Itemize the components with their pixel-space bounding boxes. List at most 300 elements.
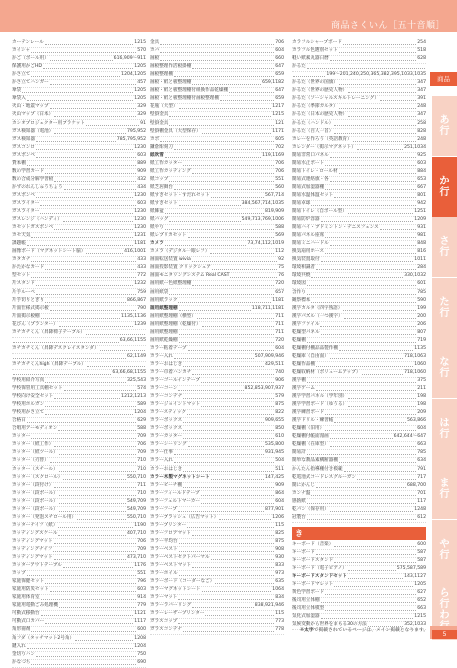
entry-name: ガラスコップ	[150, 619, 178, 625]
entry-pages: 709	[137, 434, 146, 440]
entry-pages: 1209	[414, 217, 426, 223]
index-entry	[12, 426, 146, 434]
entry-pages: 588	[137, 426, 146, 432]
leader-dots	[31, 438, 136, 439]
leader-dots	[41, 318, 121, 319]
entry-pages: 884	[417, 168, 426, 174]
entry-name: カラーベストマット	[150, 563, 192, 569]
entry-name: カッティングマット	[12, 538, 53, 544]
leader-dots	[348, 92, 416, 93]
entry-name: 乾燥型パネル	[292, 329, 320, 335]
leader-dots	[311, 495, 416, 496]
leader-dots	[165, 157, 261, 158]
entry-name: カラーゴールインテープ	[150, 378, 200, 384]
index-entry	[292, 56, 426, 64]
entry-name: カラーフェルトマーカー	[150, 498, 200, 504]
leader-dots	[59, 607, 136, 608]
entry-pages: 347	[417, 80, 426, 86]
leader-dots	[230, 277, 277, 278]
leader-dots	[192, 374, 274, 375]
leader-dots	[202, 326, 275, 327]
entry-name: カラーマット	[150, 595, 178, 601]
entry-name: 紙飾盆	[150, 209, 164, 215]
entry-name: 数の学習カード	[12, 168, 45, 174]
leader-dots	[174, 149, 274, 150]
entry-pages: 914	[137, 595, 146, 601]
leader-dots	[45, 173, 136, 174]
entry-name: カラーレーザープリンター	[150, 611, 205, 617]
entry-pages: 706	[275, 40, 284, 46]
entry-name: かずのれんしゅうちょう	[12, 184, 63, 190]
leader-dots	[36, 157, 136, 158]
entry-pages: 710	[137, 458, 146, 464]
entry-pages: 1232	[134, 281, 146, 287]
entry-name: カタカナ	[12, 257, 31, 263]
kana-tab-char: ま	[439, 478, 450, 489]
leader-dots	[36, 149, 133, 150]
index-entry	[12, 563, 146, 571]
entry-name: カラーボックス	[150, 418, 183, 424]
leader-dots	[311, 277, 403, 278]
entry-name: 合唱用アーモディオン	[12, 426, 58, 432]
footnote	[300, 626, 428, 633]
leader-dots	[31, 76, 120, 77]
entry-name: 簡易卓球	[292, 200, 311, 206]
entry-name: カラー粘着テープ	[150, 345, 187, 351]
leader-dots	[219, 519, 271, 520]
leader-dots	[330, 358, 403, 359]
entry-pages: 1230	[134, 144, 146, 150]
index-entry	[12, 346, 146, 354]
leader-dots	[362, 374, 404, 375]
entry-name: 学校向け安全セット	[12, 394, 54, 400]
leader-dots	[174, 76, 274, 77]
entry-pages: 833	[275, 563, 284, 569]
entry-name: ガラスコンテナ	[150, 627, 183, 633]
entry-name: かさ立て	[12, 72, 31, 78]
entry-name: カラーボード（コーダーなご）	[150, 579, 215, 585]
leader-dots	[54, 543, 137, 544]
leader-dots	[307, 382, 416, 383]
entry-pages: 1060	[414, 361, 426, 367]
kana-tab[interactable]	[432, 278, 457, 338]
entry-name: 簡にかんじ	[292, 482, 315, 488]
index-column-2	[150, 40, 284, 635]
leader-dots	[64, 189, 137, 190]
entry-name: 画像ボード（マグネットシート脇）	[12, 249, 86, 255]
entry-pages: 790	[137, 305, 146, 311]
entry-name: カラー巾着ハンカチ	[150, 369, 192, 375]
entry-pages: 1248	[414, 506, 426, 512]
entry-pages: 589	[137, 402, 146, 408]
leader-dots	[192, 535, 274, 536]
leader-dots	[334, 133, 416, 134]
leader-dots	[54, 398, 120, 399]
leader-dots	[63, 567, 133, 568]
leader-dots	[330, 245, 416, 246]
entry-name: カッター（発泡スチロール用）	[12, 514, 77, 520]
entry-name: カチカチくんhigh（昇降テーブル）	[12, 361, 86, 367]
entry-pages: 627	[417, 590, 426, 596]
leader-dots	[178, 302, 271, 303]
leader-dots	[307, 294, 416, 295]
index-entry	[12, 225, 146, 233]
leader-dots	[201, 382, 274, 383]
entry-name: 気候変動から世界をまもる30の方法	[292, 622, 367, 628]
entry-pages: 973	[275, 571, 284, 577]
entry-pages: 199	[417, 305, 426, 311]
entry-name: かご（ボール用）	[12, 56, 49, 62]
page-title: 商品さくいん［五十音順］	[330, 21, 445, 31]
entry-pages: 473,710	[127, 555, 146, 561]
leader-dots	[87, 366, 145, 367]
entry-pages: 634	[417, 458, 426, 464]
entry-name: 画用紙整理棚（乾燥付）	[150, 321, 201, 327]
entry-pages: 925	[417, 152, 426, 158]
entry-pages: 206	[417, 321, 426, 327]
kana-tab[interactable]	[432, 399, 457, 459]
leader-dots	[321, 221, 414, 222]
entry-pages: 657	[275, 289, 284, 295]
leader-dots	[183, 398, 274, 399]
entry-pages: 711	[137, 482, 146, 488]
kana-tab[interactable]	[432, 157, 457, 217]
leader-dots	[192, 607, 254, 608]
leader-dots	[174, 462, 274, 463]
entry-name: 可動式移動台	[12, 611, 40, 617]
entry-pages: 325,543	[127, 378, 146, 384]
entry-name: 簡易ミニハードル	[292, 241, 329, 247]
leader-dots	[316, 366, 413, 367]
leader-dots	[192, 68, 274, 69]
leader-dots	[339, 350, 413, 351]
entry-pages: 706	[275, 168, 284, 174]
leader-dots	[54, 133, 126, 134]
entry-pages: 663	[417, 442, 426, 448]
entry-name: 環境共焼	[292, 273, 311, 279]
entry-pages: 610	[275, 434, 284, 440]
leader-dots	[86, 125, 139, 126]
entry-pages: 63,66,1155	[119, 337, 146, 343]
entry-name: カラービーチ棚	[150, 482, 182, 488]
entry-pages: 816	[417, 249, 426, 255]
leader-dots	[36, 294, 136, 295]
entry-pages: 711	[275, 313, 284, 319]
leader-dots	[321, 602, 417, 603]
index-column-3	[292, 40, 426, 630]
entry-pages: 329	[137, 104, 146, 110]
leader-dots	[169, 181, 274, 182]
entry-pages: 588	[275, 225, 284, 231]
kana-tab-char: ら	[439, 588, 450, 599]
kana-tab[interactable]	[432, 459, 457, 519]
leader-dots	[192, 261, 277, 262]
entry-name: 金切りハン	[12, 651, 35, 657]
entry-name: 壁掛金具	[150, 120, 169, 126]
entry-name: カッターナイフ（紙）	[12, 522, 58, 528]
entry-name: キーボード	[292, 549, 315, 555]
entry-pages: 791	[417, 466, 426, 472]
entry-pages: 200	[417, 313, 426, 319]
entry-pages: 1171	[272, 128, 284, 134]
leader-dots	[330, 438, 393, 439]
leader-dots	[316, 269, 416, 270]
index-entry	[292, 483, 426, 491]
leader-dots	[339, 108, 416, 109]
entry-pages: 909,655	[265, 418, 284, 424]
entry-name: 乾燥棚付帳面漫画	[292, 434, 329, 440]
leader-dots	[212, 269, 277, 270]
entry-name: 画板整理棚	[150, 72, 173, 78]
entry-pages: 143,1127	[404, 574, 426, 580]
entry-name: カッター（段ボール）	[12, 498, 58, 504]
entry-name: 紙すきセット・すだれセット	[150, 192, 210, 198]
entry-pages: 709	[137, 450, 146, 456]
entry-name: 簡易水止ポート	[292, 160, 325, 166]
leader-dots	[174, 454, 264, 455]
kana-tab-char: 行	[439, 489, 450, 500]
leader-dots	[307, 342, 416, 343]
entry-name: カッター（段ボール）	[12, 506, 58, 512]
index-entry	[12, 635, 146, 643]
entry-name: 可動式口カバー	[12, 619, 45, 625]
entry-name: 簡易式加湿器棚	[292, 184, 325, 190]
leader-dots	[188, 237, 275, 238]
entry-pages: 1230	[134, 225, 146, 231]
entry-pages: 603	[137, 200, 146, 206]
entry-name: ガスコンロ	[12, 144, 35, 150]
leader-dots	[31, 52, 136, 53]
entry-pages: 701	[417, 490, 426, 496]
entry-name: 換気装置取付	[292, 257, 320, 263]
leader-dots	[31, 631, 136, 632]
kana-tab-char: は	[439, 417, 450, 429]
entry-pages: 603	[137, 152, 146, 158]
entry-name: 型セット	[12, 273, 31, 279]
entry-name: 紙工作カッティング	[150, 168, 191, 174]
page-header	[0, 0, 457, 32]
entry-name: ガスライター	[12, 209, 40, 215]
leader-dots	[325, 610, 416, 611]
leader-dots	[348, 578, 403, 579]
kana-tab-char: あ	[439, 115, 450, 126]
entry-pages: 710	[137, 490, 146, 496]
entry-name: かるた	[292, 64, 306, 70]
entry-pages: 866,867	[127, 297, 146, 303]
leader-dots	[334, 546, 416, 547]
entry-pages: 1135	[414, 345, 426, 351]
leader-dots	[353, 141, 416, 142]
entry-pages: 850	[275, 426, 284, 432]
entry-pages: 834	[275, 595, 284, 601]
entry-pages: 92	[278, 257, 284, 263]
entry-pages: 1176	[134, 563, 146, 569]
entry-pages: 688,700	[407, 482, 426, 488]
entry-name: キーボードスタンド	[292, 557, 334, 563]
leader-dots	[75, 640, 133, 641]
entry-pages: 718,1060	[404, 369, 426, 375]
kana-tab-char: た	[439, 296, 450, 308]
entry-name: 黄色学習ボード	[292, 590, 325, 596]
leader-dots	[36, 656, 136, 657]
leader-dots	[293, 76, 325, 77]
entry-pages: 63,66,68,1155	[112, 369, 146, 375]
entry-name: カッター（紙ツール）	[12, 450, 58, 456]
leader-dots	[344, 318, 417, 319]
leader-dots	[192, 285, 274, 286]
entry-pages: 828	[417, 128, 426, 134]
entry-name: 画板・紙と板整理棚付画板整理棚	[150, 96, 219, 102]
index-entry	[12, 88, 146, 96]
entry-pages: 807	[417, 329, 426, 335]
entry-pages: 601	[417, 281, 426, 287]
entry-pages: 603	[417, 160, 426, 166]
kana-tab-char: 行	[439, 307, 450, 319]
leader-dots	[59, 503, 126, 504]
leader-dots	[316, 390, 416, 391]
entry-pages: 778	[275, 627, 284, 633]
entry-pages: 785	[417, 289, 426, 295]
entry-name: キーボード（電子ピアノ）	[292, 566, 347, 571]
leader-dots	[330, 446, 416, 447]
entry-name: カラーコーン	[150, 386, 178, 392]
entry-pages: 875	[275, 538, 284, 544]
entry-pages: 518	[417, 48, 426, 54]
entry-pages: 785	[417, 450, 426, 456]
leader-dots	[307, 68, 425, 69]
entry-pages: 560	[275, 184, 284, 190]
leader-dots	[160, 52, 274, 53]
leader-dots	[183, 438, 274, 439]
entry-pages: 1212,1213	[121, 394, 146, 400]
leader-dots	[54, 229, 133, 230]
footnote-prefix: ※	[300, 628, 305, 633]
entry-name: ガスライター	[12, 200, 40, 206]
index-entry	[12, 80, 146, 88]
entry-pages: 1205	[414, 582, 426, 588]
entry-pages: 1208	[134, 635, 146, 641]
index-entry	[292, 370, 426, 378]
entry-name: カッティングスケール	[12, 530, 58, 536]
leader-dots	[27, 245, 134, 246]
entry-name: カラー入れ	[150, 458, 173, 464]
leader-dots	[27, 165, 136, 166]
entry-name: カッター（刃替）	[12, 458, 49, 464]
leader-dots	[45, 269, 136, 270]
leader-dots	[192, 567, 274, 568]
entry-pages: 1135,1136	[121, 313, 146, 319]
leader-dots	[311, 205, 416, 206]
entry-name: かんたん指導棚付き模範	[292, 466, 343, 472]
leader-dots	[330, 60, 416, 61]
entry-pages: 852,853,907,937	[244, 386, 284, 392]
entry-pages: 551	[137, 571, 146, 577]
leader-dots	[330, 157, 416, 158]
entry-pages: 605	[275, 136, 284, 142]
leader-dots	[86, 334, 145, 335]
entry-name: 合格日	[12, 418, 26, 424]
entry-name: 紙バッグ	[150, 217, 169, 223]
entry-pages: 570	[137, 48, 146, 54]
entry-name: キーボード（音楽）	[292, 541, 334, 547]
entry-pages: 779	[137, 603, 146, 609]
leader-dots	[321, 261, 414, 262]
kana-tab[interactable]	[432, 338, 457, 398]
leader-dots	[13, 358, 126, 359]
entry-pages: 711	[275, 321, 284, 327]
entry-pages: 587	[417, 549, 426, 555]
leader-dots	[50, 108, 137, 109]
entry-pages: 1121	[134, 611, 146, 617]
kana-tab[interactable]	[432, 217, 457, 277]
leader-dots	[179, 205, 241, 206]
entry-name: 傘袋入	[12, 96, 26, 102]
entry-pages: 1181	[134, 241, 146, 247]
leader-dots	[179, 108, 272, 109]
entry-name: 画面モニタリングシステム Real CAST	[150, 273, 230, 279]
entry-name: カッティングナイフ	[12, 547, 53, 552]
entry-name: 簡易防炉容器	[292, 217, 320, 223]
leader-dots	[183, 487, 274, 488]
leader-dots	[40, 213, 133, 214]
entry-name: 保護用かごHD	[12, 64, 42, 70]
entry-name: 壁掛金具	[150, 112, 169, 118]
leader-dots	[179, 575, 275, 576]
kana-tab[interactable]	[432, 520, 457, 580]
entry-name: 後司用立体棚	[292, 598, 320, 604]
leader-dots	[197, 318, 274, 319]
leader-dots	[187, 414, 274, 415]
entry-pages: 616,909〜911	[113, 56, 146, 62]
leader-dots	[64, 390, 137, 391]
leader-dots	[343, 310, 416, 311]
leader-dots	[86, 253, 123, 254]
entry-pages: 690	[137, 659, 146, 665]
leader-dots	[183, 165, 274, 166]
leader-dots	[31, 237, 133, 238]
entry-pages: 1117	[134, 619, 146, 625]
leader-dots	[321, 334, 417, 335]
entry-name: カレンダー（掲示マグネット）	[292, 144, 356, 150]
entry-pages: 825	[275, 530, 284, 536]
index-entry	[12, 660, 146, 668]
entry-name: 片面掲示板棚	[12, 313, 40, 319]
entry-name: 学校用紹介写真	[12, 378, 45, 384]
entry-pages: 717	[417, 474, 426, 480]
entry-name: 簡易パネル座席	[292, 233, 325, 239]
entry-pages: 434	[137, 184, 146, 190]
entry-pages: 642,644〜647	[393, 434, 426, 440]
leader-dots	[41, 615, 134, 616]
entry-pages: 1230	[134, 217, 146, 223]
entry-name: 簡易水温体温セット	[292, 192, 334, 198]
leader-dots	[27, 648, 134, 649]
leader-dots	[201, 406, 274, 407]
index-entry	[292, 507, 426, 515]
kana-tab[interactable]	[432, 96, 457, 156]
entry-pages: 795,952	[127, 128, 146, 134]
entry-name: 観察標本	[292, 297, 311, 303]
entry-pages: 587	[417, 557, 426, 563]
entry-pages: 73,74,112,1019	[247, 241, 284, 247]
entry-name: 気化式加湿器	[292, 614, 320, 620]
entry-pages: 659,1182	[262, 80, 284, 86]
leader-dots	[202, 591, 272, 592]
leader-dots	[325, 594, 416, 595]
entry-name: 乾燥庫（自由面）	[292, 353, 329, 359]
side-label: 商品	[430, 72, 457, 86]
entry-pages: 604	[275, 48, 284, 54]
